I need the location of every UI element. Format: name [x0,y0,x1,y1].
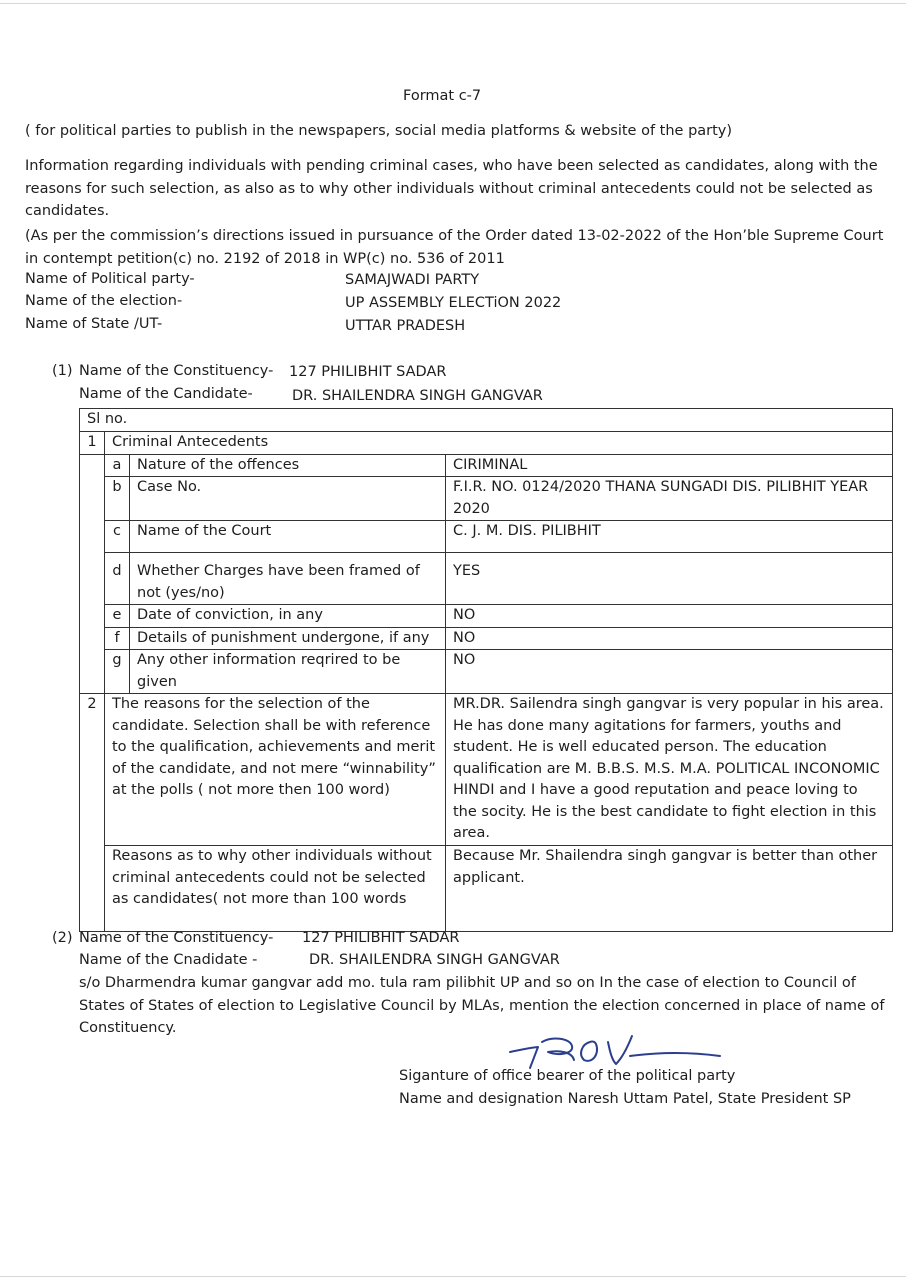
section-2-note: s/o Dharmendra kumar gangvar add mo. tula ram pilibhit UP and so on In the case of election to Council of States of States of election to Legislative Council by MLAs, mention the election concerned in place of name of Constituency. [79,975,885,1036]
section-1-constituency-value: 127 PHILIBHIT SADAR [289,364,447,380]
table-row [80,605,893,628]
election-value: UP ASSEMBLY ELECTiON 2022 [345,295,562,311]
criminal-antecedents-table [79,408,893,932]
row-value: NO [446,627,893,650]
row-letter: f [105,627,130,650]
scan-edge-bottom [0,1276,906,1277]
row-letter: g [105,650,130,694]
row-label: Case No. [130,477,446,521]
table-row [80,650,893,694]
row-number: 1 [80,431,105,454]
criminal-antecedents-title: Criminal Antecedents [105,431,893,454]
format-title: Format c-7 [403,88,482,104]
section-1-candidate-value: DR. SHAILENDRA SINGH GANGVAR [292,388,543,404]
section-1-constituency-label: Name of the Constituency- [79,363,274,379]
row-value: NO [446,605,893,628]
row-letter: a [105,454,130,477]
section-2-candidate-label: Name of the Cnadidate - [79,952,258,968]
other-individuals-label: Reasons as to why other individuals without criminal antecedents could not be selected as candidates( not more than 100 words [105,846,446,932]
intro-paragraph: Information regarding individuals with pending criminal cases, who have been selected as candidates, along with the reasons for such selection, as also as to why other individuals without criminal antecedents could not be selected as candidates. [25,158,878,219]
blank-cell [80,454,105,694]
row-value: C. J. M. DIS. PILIBHIT [446,521,893,553]
row-label: Name of the Court [130,521,446,553]
signature-line-1: Siganture of office bearer of the political party [399,1068,736,1084]
selection-reasons-value: MR.DR. Sailendra singh gangvar is very popular in his area. He has done many agitations for farmers, youths and student. He is well educated person. The education qualification are M. B.B.S. M.S. M.A. POLITICAL INCONOMIC HINDI and I have a good reputation and peace loving to the socity. He is the best candidate to fight election in this area. [446,694,893,846]
purpose-note: ( for political parties to publish in the newspapers, social media platforms & website of the party) [25,123,733,139]
row-value: NO [446,650,893,694]
row-value: F.I.R. NO. 0124/2020 THANA SUNGADI DIS. PILIBHIT YEAR 2020 [446,477,893,521]
section-2-number: (2) [52,930,73,946]
party-label: Name of Political party- [25,271,195,287]
section-1-number: (1) [52,363,73,379]
section-2-candidate-value: DR. SHAILENDRA SINGH GANGVAR [309,952,560,968]
other-individuals-value: Because Mr. Shailendra singh gangvar is better than other applicant. [446,846,893,932]
row-label: Any other information reqrired to be given [130,650,446,694]
table-row [80,431,893,454]
row-label: Nature of the offences [130,454,446,477]
row-letter: c [105,521,130,553]
election-label: Name of the election- [25,293,183,309]
table-header-row [80,409,893,432]
party-value: SAMAJWADI PARTY [345,272,480,288]
state-value: UTTAR PRADESH [345,318,466,334]
row-number: 2 [80,694,105,932]
table-row [80,477,893,521]
row-label: Details of punishment undergone, if any [130,627,446,650]
signature-line-2: Name and designation Naresh Uttam Patel, State President SP [399,1091,851,1107]
row-value: YES [446,553,893,605]
table-row [80,454,893,477]
table-row [80,627,893,650]
row-label: Date of conviction, in any [130,605,446,628]
directions-paragraph: (As per the commission’s directions issued in pursuance of the Order dated 13-02-2022 of the Hon’ble Supreme Court in contempt petition(c) no. 2192 of 2018 in WP(c) no. 536 of 2011 [25,228,884,267]
table-row [80,846,893,932]
table-row [80,694,893,846]
row-letter: b [105,477,130,521]
selection-reasons-label: The reasons for the selection of the candidate. Selection shall be with reference to the qualification, achievements and merit of the candidate, and not mere “winnability” at the polls ( not more then 100 word) [105,694,446,846]
state-label: Name of State /UT- [25,316,163,332]
table-row [80,521,893,553]
scan-edge-top [0,3,906,4]
row-label: Whether Charges have been framed of not (yes/no) [130,553,446,605]
row-letter: d [105,553,130,605]
sl-no-header: Sl no. [80,409,893,432]
section-1-candidate-label: Name of the Candidate- [79,386,253,402]
section-2-constituency-value: 127 PHILIBHIT SADAR [302,930,460,946]
row-value: CIRIMINAL [446,454,893,477]
section-2-constituency-label: Name of the Constituency- [79,930,274,946]
row-letter: e [105,605,130,628]
table-row [80,553,893,605]
